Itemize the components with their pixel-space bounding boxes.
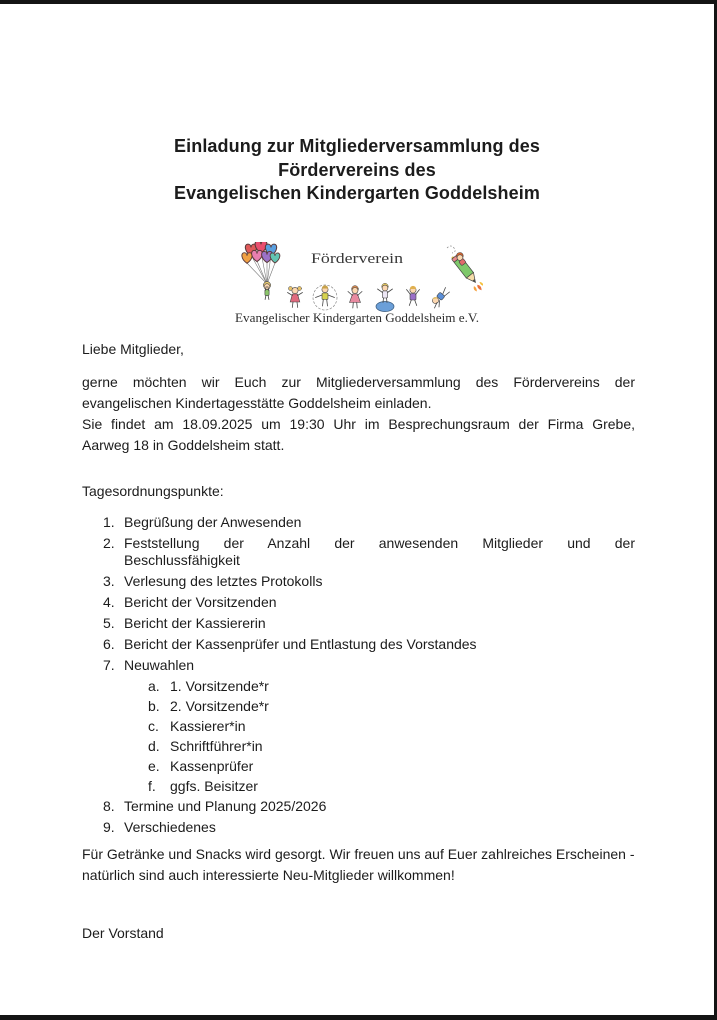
agenda-subitem-letter: e.: [148, 757, 160, 774]
foerderverein-logo-svg: [231, 242, 483, 326]
agenda-item-text: Termine und Planung 2025/2026: [124, 797, 327, 814]
agenda-item: [82, 615, 635, 632]
agenda-subitem-text: 2. Vorsitzende*r: [170, 697, 269, 714]
agenda-subitem-letter: a.: [148, 677, 160, 694]
agenda-item-text: Bericht der Vorsitzenden: [124, 593, 277, 610]
agenda-subitem: [82, 718, 635, 735]
agenda-subitem: [82, 698, 635, 715]
agenda-item-text: Verlesung des letztes Protokolls: [124, 572, 323, 589]
agenda-item-line: Beschlussfähigkeit: [124, 551, 240, 568]
agenda-subitem-text: Kassierer*in: [170, 717, 246, 734]
twirling-girl-icon: [348, 285, 362, 307]
title-line: Einladung zur Mitgliederversammlung des: [174, 136, 540, 156]
jump-rope-boy-icon: [313, 285, 337, 310]
agenda-list: [82, 514, 635, 836]
agenda-item-number: 7.: [103, 656, 115, 673]
agenda-item-number: 1.: [103, 513, 115, 530]
pencil-rocket-icon: [447, 246, 483, 294]
agenda-item-text: Begrüßung der Anwesenden: [124, 513, 302, 530]
agenda-item-number: 9.: [103, 818, 115, 835]
intro-line: evangelischen Kindertagesstätte Goddelsheim einladen.: [82, 394, 432, 411]
intro-line: Aarweg 18 in Goddelsheim statt.: [82, 436, 285, 453]
agenda-item-line: Feststellung der Anzahl der anwesenden Mitglieder und der: [124, 534, 635, 551]
agenda-item: [82, 535, 635, 569]
agenda-subitem: [82, 738, 635, 755]
title-line: Fördervereins des: [278, 159, 436, 180]
signature: Der Vorstand: [82, 924, 164, 941]
intro-line: Sie findet am 18.09.2025 um 19:30 Uhr im Besprechungsraum der Firma Grebe,: [82, 415, 635, 432]
document-title: [82, 135, 632, 206]
logo-org-name: Förderverein: [311, 250, 404, 267]
agenda-item: [82, 657, 635, 674]
agenda-item-text: Neuwahlen: [124, 656, 195, 673]
foerderverein-logo: [231, 242, 483, 326]
logo-org-subtitle: Evangelischer Kindergarten Goddelsheim e.V.: [235, 310, 479, 325]
agenda-item: [82, 636, 635, 653]
agenda-item: [82, 594, 635, 611]
intro-paragraph: [82, 372, 635, 456]
agenda-subitem: [82, 758, 635, 775]
salutation: Liebe Mitglieder,: [82, 340, 184, 357]
agenda-subitem-text: Kassenprüfer: [170, 757, 254, 774]
agenda-subitem: [82, 678, 635, 695]
closing-paragraph: Für Getränke und Snacks wird gesorgt. Wir freuen uns auf Euer zahlreiches Erscheinen - natürlich sind auch interessierte Neu-Mitglieder willkommen!: [82, 845, 635, 883]
agenda-item-number: 4.: [103, 593, 115, 610]
dancing-girl-icon: [288, 286, 303, 307]
agenda-item-text: Verschiedenes: [124, 818, 216, 835]
agenda-item: [82, 819, 635, 836]
agenda-subitem-letter: b.: [148, 697, 160, 714]
agenda-subitem-text: 1. Vorsitzende*r: [170, 677, 269, 694]
agenda-item-number: 2.: [103, 534, 115, 551]
agenda-item-number: 5.: [103, 614, 115, 631]
agenda-item-text: Bericht der Kassiererin: [124, 614, 266, 631]
agenda-subitem-letter: d.: [148, 737, 160, 754]
agenda-item-text: Bericht der Kassenprüfer und Entlastung des Vorstandes: [124, 635, 477, 652]
balloon-bunch-icon: [242, 242, 280, 300]
agenda-item-number: 8.: [103, 797, 115, 814]
jumping-child-icon: [407, 285, 420, 305]
agenda-subitem-letter: c.: [148, 717, 159, 734]
agenda-item: [82, 514, 635, 531]
agenda-subitem: [82, 778, 635, 795]
agenda-item-text: [124, 535, 635, 569]
intro-line: gerne möchten wir Euch zur Mitgliederversammlung des Fördervereins der: [82, 373, 635, 390]
agenda-subitem-letter: f.: [148, 777, 156, 794]
agenda-subitem-text: Schriftführer*in: [170, 737, 263, 754]
title-line: Evangelischen Kindergarten Goddelsheim: [174, 183, 540, 203]
agenda-item: [82, 573, 635, 590]
agenda-item-number: 3.: [103, 572, 115, 589]
agenda-item: [82, 798, 635, 815]
cartwheel-child-icon: [432, 287, 449, 308]
ball-balance-child-icon: [376, 283, 394, 311]
agenda-subitem-text: ggfs. Beisitzer: [170, 777, 258, 794]
agenda-heading: Tagesordnungspunkte:: [82, 482, 224, 499]
children-playing-icons: [288, 283, 450, 311]
agenda-item-number: 6.: [103, 635, 115, 652]
